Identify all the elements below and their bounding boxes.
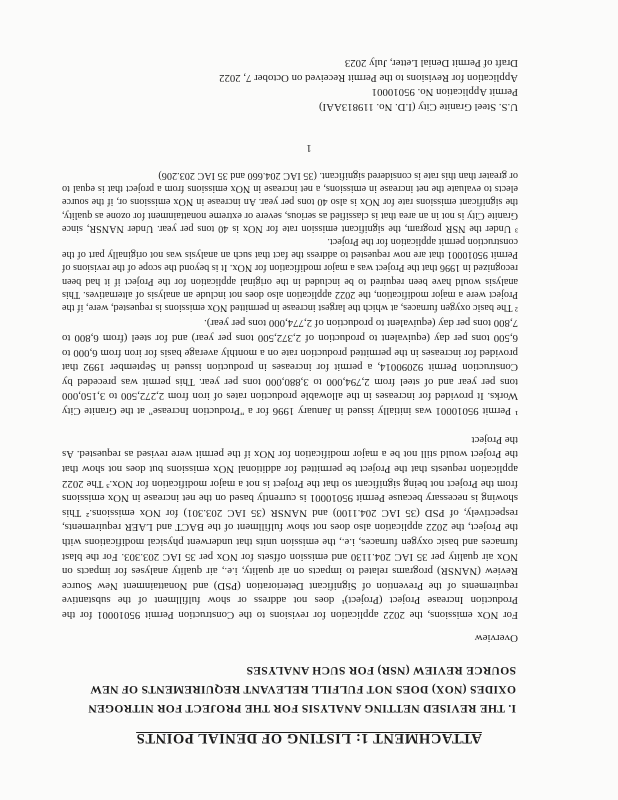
footnote-2: ² The basic oxygen furnaces, at which the largest increase in permitted NOx emissions is requested, were, if the Project were a major modification, the 2022 application also does not include an analysis of alternatives. This analysis would have been required to be included in the original application for the Project if it had been recognized in 1996 that the Project was a major modification for NOx. It is beyond the scope of the revisions of Permit 95010001 that are now requested to address the fact that such an analysis was not originally part of the construction permit application for the Project. (62, 235, 518, 313)
document-header (138, 56, 518, 114)
header-revision-line: Application for Revisions to the Permit Received on October 7, 2022 (219, 71, 518, 84)
footnotes-block (62, 316, 518, 418)
footnote-1: ¹ Permit 95010001 was initially issued in January 1996 for a "Production Increase" at the Granite City Works. It provided for increases in the allowable production rates of iron from 2,272,500 to 3,150,000 tons per year and of steel from 2,794,000 to 3,880,000 tons per year. This permit was preceded by Construction Permit 92090014, a permit for increases in production issued in September 1992 that provided for increases in the permitted production rate on a monthly average basis for iron from 6,000 to 6,500 tons per day (equivalent to production of 2,372,500 tons per year) and for steel (from 6,800 to 7,800 tons per day (equivalent to production of 2,774,000 tons per year). (62, 317, 518, 417)
attachment-title: ATTACHMENT 1: LISTING OF DENIAL POINTS (136, 730, 482, 746)
page-number: 1 (306, 142, 312, 154)
header-draft-line: Draft of Permit Denial Letter, July 2023 (344, 57, 518, 70)
body-paragraph (62, 432, 518, 622)
footnotes-continued (62, 169, 518, 314)
section-heading: I. THE REVISED NETTING ANALYSIS FOR THE PROJECT FOR NITROGEN OXIDES (NOX) DOES NOT FULFILL RELEVANT REQUIREMENTS OF NEW SOURCE REVIEW (NSR) FOR SUCH ANALYSES (88, 664, 516, 715)
footnote-3: ³ Under the NSR program, the significant emission rate for NOx is 40 tons per year. Under NANSR, since Granite City is not in an area that is classified as serious, severe or extreme nonattainment for ozone as quality, the significant emissions rate for NOx is also 40 tons per year. An increase in NOx emissions or, if the source elects to evaluate the net increase in emissions, a net increase in NOx emissions from a project that is equal to or greater than this rate is considered significant. (35 IAC 204.660 and 35 IAC 203.206) (62, 169, 518, 234)
header-application-line: Permit Application No. 95010001 (371, 86, 518, 99)
paragraph-text: For NOx emissions, the 2022 application for revisions to the Construction Permit 95010001 for the Production Increase Project (Project)¹ does not address or show fulfillment of the substantive requirements of the Prevention of Significant Deterioration (PSD) and Nonattainment New Source Review (NANSR) programs related to impacts on air quality, i.e., air quality analyses for impacts on NOx air quality per 35 IAC 204.1130 and emission offsets for NOx per 35 IAC 203.303. For the blast furnaces and basic oxygen furnaces, i.e., the emission units that underwent physical modifications with the Project, the 2022 application also does not show fulfillment of the BACT and LAER requirements, respectively, of PSD (35 IAC 204.1100) and NANSR (35 IAC 203.301) for NOx emissions.² This showing is necessary because Permit 95010001 is currently based on the net increase in NOx emissions from the Project not being significant so that the Project is not a major modification for NOx.³ The 2022 application requests that the Project be permitted for additional NOx emissions but does not show that the Project would still not be a major modification for NOx if the permit were revised as requested. As the Project (62, 433, 518, 621)
header-facility-line: U.S. Steel Granite City (I.D. No. 119813AAI) (318, 101, 518, 113)
overview-label: Overview (474, 632, 518, 644)
